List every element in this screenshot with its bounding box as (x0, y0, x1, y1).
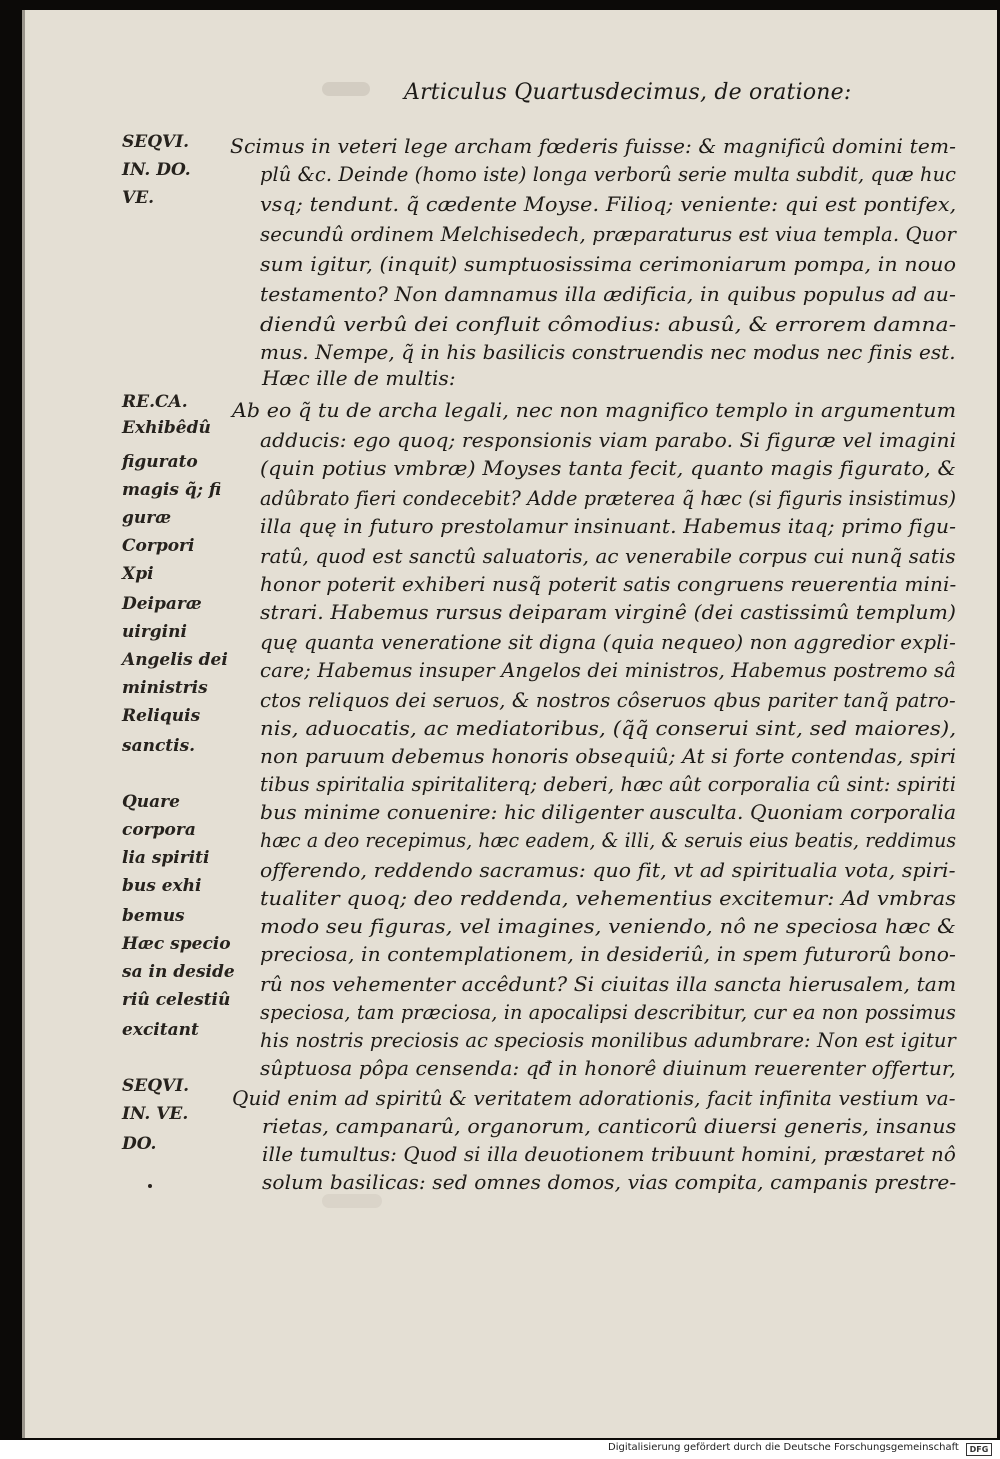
text-line: his nostris preciosis ac speciosis monilibus adumbrare: Non est igitur (260, 1028, 956, 1052)
text-line: Quid enim ad spiritû & veritatem adorationis, facit infinita vestium va- (232, 1086, 956, 1110)
margin-note: Reliquis (122, 706, 201, 726)
text-line: honor poterit exhiberi nusq̃ poterit satis congruens reuerentia mini- (260, 572, 957, 596)
text-line: non paruum debemus honoris obsequiû; At si forte contendas, spiri (260, 744, 957, 768)
text-line: (quin potius vmbræ) Moyses tanta fecit, quanto magis figurato, & (260, 456, 956, 480)
text-line: care; Habemus insuper Angelos dei ministros, Habemus postremo sâ (260, 658, 956, 682)
margin-note: DO. (122, 1134, 157, 1154)
margin-note: figurato (122, 452, 198, 472)
margin-note: lia spiriti (122, 848, 210, 868)
margin-note: RE.CA. (122, 392, 188, 412)
margin-note: uirgini (122, 622, 187, 642)
text-line: Ab eo q̃ tu de archa legali, nec non magnifico templo in argumentum (232, 398, 957, 422)
text-line: nis, aduocatis, ac mediatoribus, (q̃q̃ conserui sint, sed maiores), (260, 716, 957, 740)
margin-note: IN. DO. (122, 160, 191, 180)
funding-footer: Digitalisierung gefördert durch die Deutsche Forschungsgemeinschaft (608, 1442, 959, 1453)
margin-note: guræ (122, 508, 172, 528)
margin-note: Exhibêdû (122, 418, 211, 438)
text-line: vsq; tendunt. q̃ cædente Moyse. Filioq; veniente: qui est pontifex, (260, 192, 957, 216)
text-line: offerendo, reddendo sacramus: quo fit, vt ad spiritualia vota, spiri- (260, 858, 956, 882)
margin-note: sanctis. (122, 736, 196, 756)
text-line: adducis: ego quoq; responsionis viam parabo. Si figuræ vel imagini (260, 428, 957, 452)
text-line: rietas, campanarû, organorum, canticorû diuersi generis, insanus (262, 1114, 957, 1138)
margin-note: Quare (122, 792, 180, 812)
running-header: Articulus Quartusdecimus, de oratione: (404, 80, 852, 105)
text-line: Hæc ille de multis: (262, 366, 456, 390)
margin-note: riû celestiû (122, 990, 231, 1010)
text-line: strari. Habemus rursus deiparam virginê (dei castissimû templum) (260, 600, 956, 624)
text-line: speciosa, tam præciosa, in apocalipsi describitur, cur ea non possimus (260, 1000, 956, 1024)
margin-note: Hæc specio (122, 934, 231, 954)
page-smudge (322, 1194, 382, 1208)
dfg-logo: DFG (966, 1443, 992, 1456)
ink-spot (148, 1184, 152, 1188)
text-line: tibus spiritalia spiritaliterq; deberi, hæc aût corporalia cû sint: spiriti (260, 772, 957, 796)
text-line: ille tumultus: Quod si illa deuotionem tribuunt homini, præstaret nô (262, 1142, 956, 1166)
page-smudge (322, 82, 370, 96)
text-line: solum basilicas: sed omnes domos, vias compita, campanis prestre- (262, 1170, 957, 1194)
margin-note: SEQVI. (122, 132, 190, 152)
text-line: preciosa, in contemplationem, in desideriû, in spem futurorû bono- (260, 942, 956, 966)
margin-note: Corpori (122, 536, 195, 556)
text-line: diendû verbû dei confluit cômodius: abusû, & errorem damna- (260, 312, 957, 336)
margin-note: sa in deside (122, 962, 235, 982)
text-line: sûptuosa pôpa censenda: qđ in honorê diuinum reuerenter offertur, (260, 1056, 956, 1080)
text-line: testamento? Non damnamus illa ædificia, in quibus populus ad au- (260, 282, 956, 306)
text-line: quę quanta veneratione sit digna (quia nequeo) non aggredior expli- (260, 630, 956, 654)
margin-note: bemus (122, 906, 185, 926)
margin-note: Deiparæ (122, 594, 202, 614)
margin-note: ministris (122, 678, 208, 698)
text-line: sum igitur, (inquit) sumptuosissima cerimoniarum pompa, in nouo (260, 252, 957, 276)
margin-note: excitant (122, 1020, 199, 1040)
margin-note: magis q̃; fi (122, 480, 222, 500)
margin-note: VE. (122, 188, 155, 208)
margin-note: corpora (122, 820, 196, 840)
text-line: bus minime conuenire: hic diligenter ausculta. Quoniam corporalia (260, 800, 957, 824)
text-line: Scimus in veteri lege archam fœderis fuisse: & magnificû domini tem- (230, 134, 957, 158)
margin-note: bus exhi (122, 876, 202, 896)
margin-note: IN. VE. (122, 1104, 189, 1124)
text-line: rû nos vehementer accêdunt? Si ciuitas illa sancta hierusalem, tam (260, 972, 957, 996)
text-line: hæc a deo recepimus, hæc eadem, & illi, & seruis eius beatis, reddimus (260, 828, 957, 852)
text-line: modo seu figuras, vel imagines, veniendo, nô ne speciosa hæc & (260, 914, 956, 938)
text-line: tualiter quoq; deo reddenda, vehementius excitemur: Ad vmbras (260, 886, 957, 910)
text-line: secundû ordinem Melchisedech, præparaturus est viua templa. Quor (260, 222, 957, 246)
text-line: plû &c. Deinde (homo iste) longa verborû serie multa subdit, quæ huc (260, 162, 957, 186)
text-line: illa quę in futuro prestolamur insinuant. Habemus itaq; primo figu- (260, 514, 957, 538)
margin-note: SEQVI. (122, 1076, 190, 1096)
text-line: mus. Nempe, q̃ in his basilicis construendis nec modus nec finis est. (260, 340, 956, 364)
text-line: ratû, quod est sanctû saluatoris, ac venerabile corpus cui nunq̃ satis (260, 544, 956, 568)
margin-note: Xpi (122, 564, 154, 584)
text-line: adûbrato fieri condecebit? Adde præterea q̃ hæc (si figuris insistimus) (260, 486, 957, 510)
text-line: ctos reliquos dei seruos, & nostros côseruos qbus pariter tanq̃ patro- (260, 688, 956, 712)
margin-note: Angelis dei (122, 650, 228, 670)
